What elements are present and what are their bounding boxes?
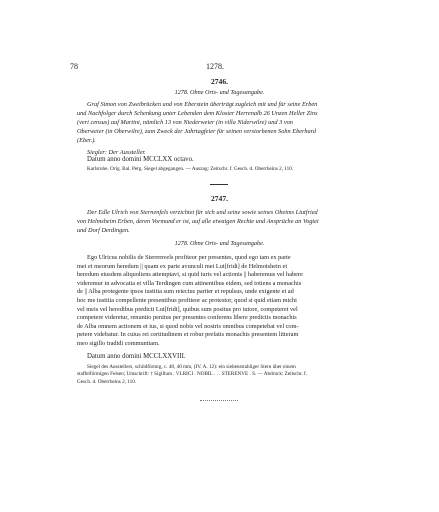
regest-line: (Eber.). xyxy=(77,137,96,145)
text-line: mei et meorum heredum || quam ex parte avunculi mei Lut[fridi] de Helmotshein et xyxy=(77,262,288,270)
entry-regest xyxy=(77,100,377,145)
regest-line: Der Edle Ulrich von Sternenfels verzichtet für sich und seine sowie seines Oheims Liutfried xyxy=(87,209,318,216)
entry-regest xyxy=(77,208,377,235)
page-number: 78 xyxy=(70,62,78,71)
section-divider xyxy=(210,184,228,185)
datum-line: Datum anno domini MCCLXX octavo. xyxy=(87,156,194,163)
text-line: competere videretur, renuntio penitus per presentes conferens libere predictis monachis xyxy=(77,314,297,322)
text-line: de Alba omnem actionem et ius, si quod nobis vel nostris omnibus competebat vel com- xyxy=(77,322,299,330)
text-line: videremur in advocatia et villa Terdingen cum attinentibus eidem, sed totiens a monachis xyxy=(77,279,302,287)
text-line: vel meis vel heredibus predicti Lut[fridi], quibus sum positus pro tutore, competeret vel xyxy=(77,305,298,313)
entry-number: 2747. xyxy=(210,194,229,203)
text-line: hoc me iustitia compellente presentibus profiteor ac protestor, quod si quid etiam michi xyxy=(77,296,297,304)
source-note xyxy=(77,364,377,386)
regest-line: Oberweier (in Oberwilre), zum Zweck der Jahrtagfeier für seinen verstorbenen Sohn Eberhard xyxy=(77,128,317,136)
charter-text xyxy=(77,254,377,349)
source-note: Karlsruhe. Orig. Bal. Perg. Siegel abgegangen. — Auszug: Zeitschr. f. Gesch. d. Oberrheins 2, 110. xyxy=(87,166,294,172)
entry-date: 1278. Ohne Orts- und Tagesangabe. xyxy=(174,89,265,96)
text-line: meo sigillo tradidi communitam. xyxy=(77,339,160,347)
source-line: Siegel des Ausstellers, schildförmig, c. 48, 40 mm, (IV. A. 12): ein siebenstrahliger Stern über einem xyxy=(87,364,296,370)
seal-note: Siegler: Der Aussteller. xyxy=(87,149,146,156)
running-year: 1278. xyxy=(206,62,224,71)
entry-date: 1278. Ohne Orts- und Tagesangabe. xyxy=(174,240,265,247)
regest-line: Graf Simon von Zweibrücken und von Eberstein überträgt zugleich mit und für seine Erben xyxy=(87,101,318,108)
regest-line: von Helmsheim Erben, deren Vormund er ist, auf alle etwaigen Rechte und Ansprüche an Vogtei xyxy=(77,218,319,226)
text-line: de || Alba protegente ipsos iustitia sum reiectus pariter et repulsus, unde exigente et ad xyxy=(77,288,294,296)
text-line: petere videbatur. In cuius rei certitudinem et robur prefatis monachis presentem litteram xyxy=(77,331,299,339)
regest-line: (veri census) auf Martini, nämlich 13 von Niederweier (in villa Niderwilre) und 3 von xyxy=(77,119,293,127)
text-line: heredum eiusdem aliquoliens attemptavi, si quid iuris vel actionis || haberemus vel habere xyxy=(77,271,303,279)
text-line: Ego Ulricus nobilis de Sterrenvels profiteor per presentes, quod ego tam ex parte xyxy=(87,254,291,261)
datum-line: Datum anno domini MCCLXXVIII. xyxy=(87,353,186,360)
source-line: staffelförmigen Felsen; Umschrift: † Sigillum . VLRICI . NOBIL . . . STERENVE . S. — Abdruck: Zeitschr. f. xyxy=(77,371,308,378)
source-line: Gesch. d. Oberrheins 2, 110. xyxy=(77,378,137,385)
regest-line: und Nachfolger durch Schenkung unter Lebenden dem Kloster Herrenalb 26 Unzen Heller Zins xyxy=(77,110,318,118)
entry-number: 2746. xyxy=(210,77,229,86)
end-divider xyxy=(200,400,238,401)
regest-line: und Dorf Derdingen. xyxy=(77,227,130,235)
